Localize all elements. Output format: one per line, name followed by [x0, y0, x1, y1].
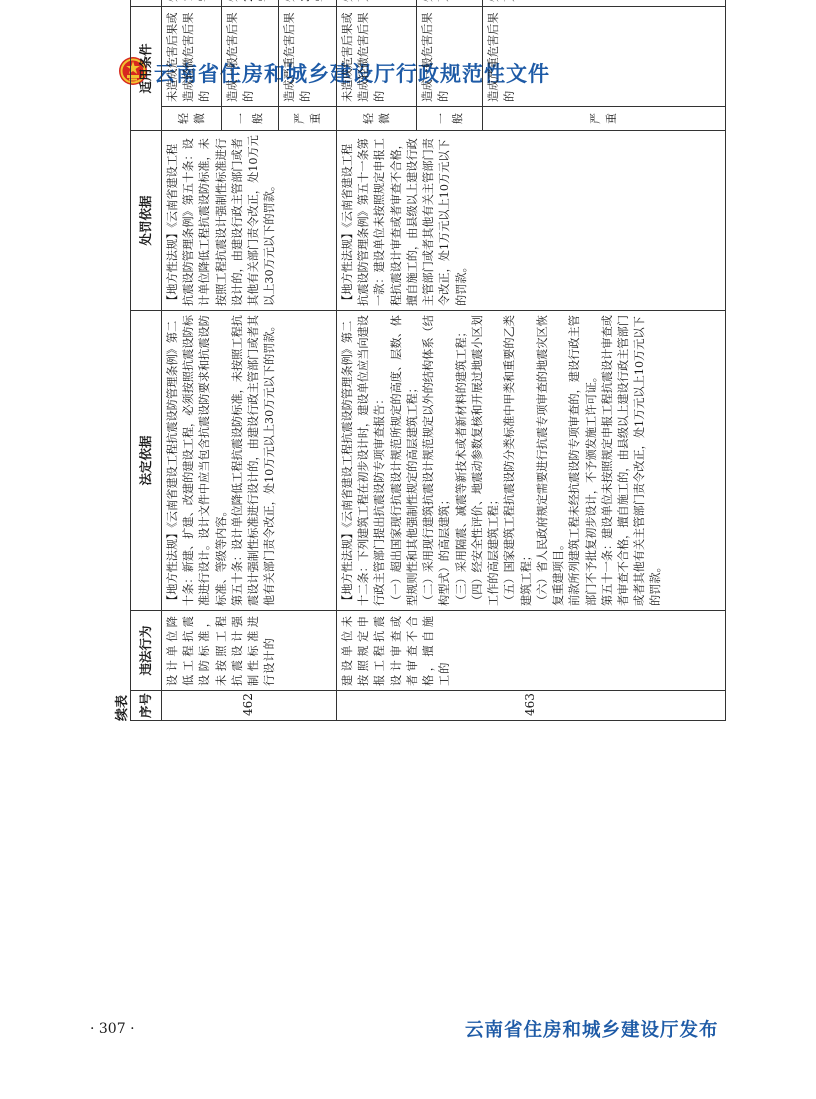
- legal-basis: [337, 311, 726, 611]
- condition-text: 造成严重危害后果的: [483, 6, 726, 106]
- condition-text: 未造成危害后果或造成轻微危害后果的: [162, 6, 222, 106]
- violation-behavior: 设计单位降低工程抗震设防标准，未按照工程抗震设计强制性标准进行设计的: [162, 611, 337, 691]
- legal-paragraph: （一）超出国家现行抗震设计规范所规定的高度、层数、体型规则性和其他强制性规定的高层建筑工程；: [389, 315, 419, 606]
- legal-paragraph: 第五十一条：建设单位未按照规定申报工程抗震设计审查或者审查不合格，擅自施工的，由县级以上建设行政主管部门或者其他有关主管部门责令改正，处1万元以上10万元以下的罚款。: [600, 315, 663, 606]
- standard-text: [483, 0, 726, 6]
- continued-label: 续表: [115, 694, 130, 721]
- level-label: 严重: [483, 107, 726, 131]
- legal-paragraph: 第五十条：设计单位降低工程抗震设防标准，未按照工程抗震设计强制性标准进行设计的，由建设行政主管部门或者其他有关部门责令改正，处10万元以上30万元以下的罚款。: [230, 315, 277, 606]
- table-header-row: [131, 0, 162, 721]
- legal-paragraph: 前款所列建筑工程未经抗震设防专项审查的，建设行政主管部门不予批复初步设计，不予颁发施工许可证。: [568, 315, 598, 606]
- col-legal-header: 法定依据: [131, 311, 162, 611]
- legal-paragraph: （二）采用现行建筑抗震设计规范规定以外的结构体系（结构型式）的高层建筑；: [422, 315, 452, 606]
- col-penalty-header: 处罚依据: [131, 131, 162, 311]
- standard-text: [279, 0, 337, 6]
- legal-paragraph: 【地方性法规】《云南省建设工程抗震设防管理条例》第二十二条：下列建筑工程在初步设计时，建设单位应当向建设行政主管部门提出抗震设防专项审查报告：: [341, 315, 387, 606]
- col-num-header: 序号: [131, 691, 162, 721]
- penalty-basis: 【地方性法规】《云南省建设工程抗震设防管理条例》第五十条：设计单位降低工程抗震设防标准，未按照工程抗震设计强制性标准进行设计的，由建设行政主管部门或者其他有关部门责令改正，处10万元以上30万元以下的罚款。: [162, 131, 337, 311]
- header-title: 云南省住房和城乡建设厅行政规范性文件: [154, 62, 550, 86]
- table-row: [337, 0, 417, 721]
- penalty-basis: 【地方性法规】《云南省建设工程抗震设防管理条例》第五十一条第一款：建设单位未按照规定申报工程抗震设计审查或者审查不合格，擅自施工的，由县级以上建设行政主管部门或者其他有关主管部门责令改正，处1万元以上10万元以下的罚款。: [337, 131, 726, 311]
- level-label: 严重: [279, 107, 337, 131]
- col-behavior-header: 违法行为: [131, 611, 162, 691]
- row-number: 463: [337, 691, 726, 721]
- footer-publisher: 云南省住房和城乡建设厅发布: [465, 1020, 719, 1041]
- standard-text: [222, 0, 279, 6]
- col-standard-header: [131, 0, 162, 6]
- condition-text: 造成一般危害后果的: [417, 6, 483, 106]
- condition-text: 未造成危害后果或造成轻微危害后果的: [337, 6, 417, 106]
- standard-text: [417, 0, 483, 6]
- legal-paragraph: （三）采用隔震、减震等新技术或者新材料的建筑工程；: [454, 326, 468, 606]
- legal-paragraph: （五）国家建筑工程抗震设防分类标准中甲类和重要的乙类建筑工程；: [503, 315, 533, 606]
- level-label: 轻微: [337, 107, 417, 131]
- level-label: 一般: [417, 107, 483, 131]
- level-label: 一般: [222, 107, 279, 131]
- col-condition-header: 适用条件: [131, 6, 162, 130]
- condition-text: 造成严重危害后果的: [279, 6, 337, 106]
- row-number: 462: [162, 691, 337, 721]
- standard-text: [337, 0, 417, 6]
- table-row: [162, 0, 222, 721]
- standard-text: [162, 0, 222, 6]
- legal-paragraph: （四）经安全性评价、地震动参数复核和开展过地震小区划工作的高层建筑工程；: [470, 315, 501, 606]
- violation-behavior: 建设单位未按照规定申报工程抗震设计审查或者审查不合格，擅自施工的: [337, 611, 726, 691]
- legal-basis: [162, 311, 337, 611]
- page-number: · 307 ·: [90, 1021, 135, 1037]
- condition-text: 造成一般危害后果的: [222, 6, 279, 106]
- legal-paragraph: （六）省人民政府规定需要进行抗震专项审查的地震灾区恢复重建项目。: [535, 315, 566, 606]
- level-label: 轻微: [162, 107, 222, 131]
- legal-paragraph: 【地方性法规】《云南省建设工程抗震设防管理条例》第二十条：新建、扩建、改建的建设工程，必须按照抗震设防标准进行设计。设计文件中应当包含抗震设防要求和抗震设防标准、等级等内容。: [166, 315, 228, 606]
- penalty-table: [130, 0, 726, 721]
